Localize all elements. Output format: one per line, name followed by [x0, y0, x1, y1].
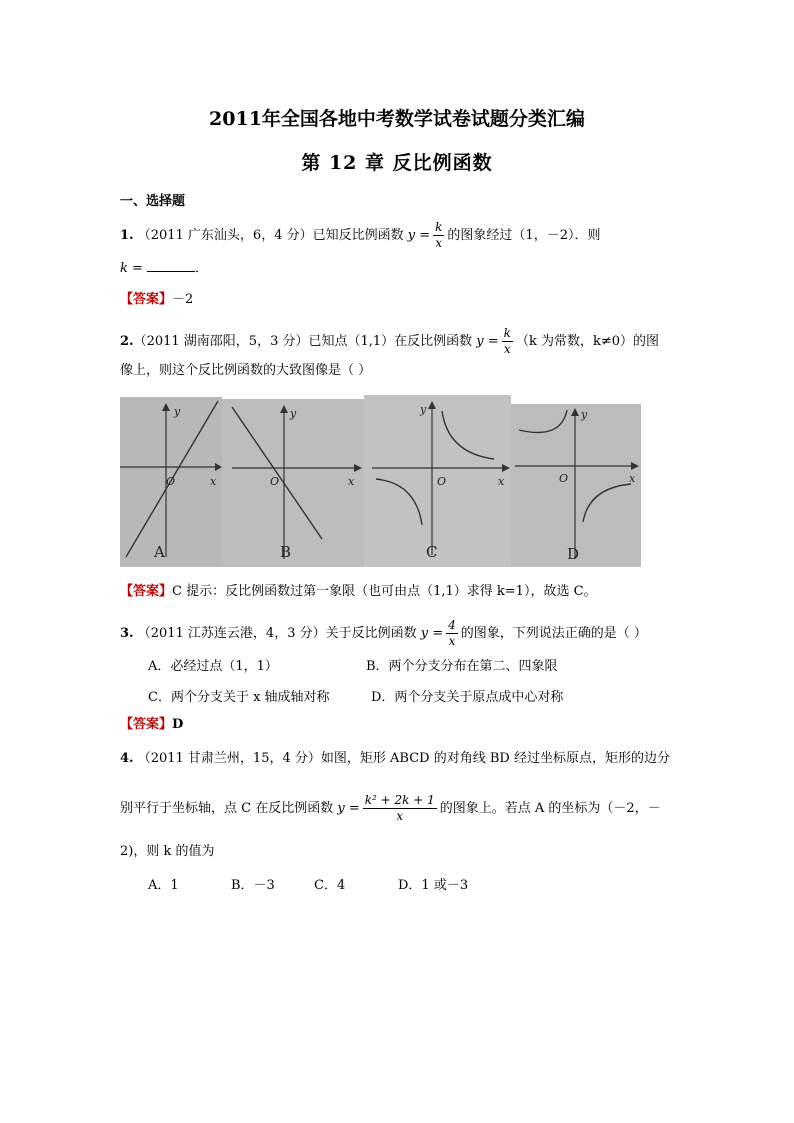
graph-c[interactable] — [364, 395, 511, 567]
question-4-text-a: 别平行于坐标轴，点 C 在反比例函数 — [120, 801, 334, 816]
answer-text: D — [172, 717, 184, 732]
question-3-text-b: 的图象，下列说法正确的是（ ） — [460, 626, 647, 641]
question-3-answer — [120, 716, 183, 734]
question-4-func-lhs: y = — [337, 801, 360, 816]
question-1-line-2 — [120, 259, 208, 278]
document-title: 2011年全国各地中考数学试卷试题分类汇编 — [209, 108, 585, 130]
question-1-line-end: ． — [195, 261, 209, 276]
answer-tag: 【答案】 — [120, 292, 173, 307]
question-3-option-c[interactable]: C．两个分支关于 x 轴成轴对称 — [148, 690, 330, 705]
answer-text: C 提示：反比例函数过第一象限（也可由点（1,1）求得 k=1），故选 C。 — [172, 584, 597, 599]
chapter-title: 第 12 章 反比例函数 — [301, 152, 493, 174]
graph-letter: B — [280, 543, 292, 561]
origin-label: O — [559, 472, 569, 485]
question-3-text-a: （2011 江苏连云港，4，3 分）关于反比例函数 — [137, 626, 417, 641]
question-4-option-d[interactable]: D．1 或－3 — [398, 878, 469, 893]
question-2-text-a: （2011 湖南邵阳，5，3 分）已知点（1,1）在反比例函数 — [133, 334, 473, 349]
question-1-answer — [120, 291, 193, 309]
question-1-number: 1. — [120, 228, 134, 243]
graph-a[interactable] — [120, 397, 222, 567]
question-4-text-b: 的图象上。若点 A 的坐标为（－2，－ — [439, 801, 661, 816]
question-3-func-lhs: y = — [420, 626, 444, 641]
question-4-fraction — [363, 793, 437, 824]
question-1-func-lhs: y = — [407, 228, 431, 243]
graph-b[interactable] — [222, 399, 364, 567]
x-axis-label: x — [629, 472, 636, 485]
y-axis-label: y — [290, 407, 297, 420]
question-2-line-1 — [120, 326, 659, 357]
question-1-line-1 — [120, 220, 600, 251]
graph-a-svg — [120, 397, 222, 567]
question-3-number: 3. — [120, 626, 134, 641]
question-4-option-a[interactable]: A．1 — [148, 878, 179, 893]
graph-letter: C — [426, 543, 438, 561]
origin-label: O — [437, 475, 447, 488]
fraction-numerator: k — [503, 326, 511, 340]
origin-label: O — [270, 475, 280, 488]
question-2-number: 2. — [120, 334, 134, 349]
question-1-text-a: （2011 广东汕头，6，4 分）已知反比例函数 — [137, 228, 404, 243]
question-3-fraction — [446, 618, 458, 649]
y-axis-label: y — [420, 403, 427, 416]
question-2-fraction — [502, 326, 513, 357]
fraction-numerator: k — [435, 220, 443, 234]
answer-text: －2 — [172, 292, 194, 307]
fraction-denominator: x — [396, 809, 404, 823]
fraction-denominator: x — [503, 342, 511, 356]
question-4-option-b[interactable]: B．－3 — [231, 878, 275, 893]
graph-letter: D — [567, 545, 580, 563]
x-axis-label: x — [348, 475, 355, 488]
origin-label: O — [166, 475, 176, 488]
y-axis-label: y — [174, 405, 181, 418]
question-4-line-2 — [120, 793, 661, 824]
question-2-func-lhs: y = — [476, 334, 499, 349]
graph-d[interactable] — [511, 404, 641, 567]
y-axis-label: y — [581, 408, 588, 421]
graph-b-svg — [222, 399, 364, 567]
question-4-number: 4. — [120, 751, 134, 766]
question-4-line-1 — [120, 750, 670, 768]
question-4-line-3: 2)，则 k 的值为 — [120, 844, 215, 859]
x-axis-label: x — [210, 475, 217, 488]
x-axis-label: x — [498, 475, 505, 488]
section-heading: 一、选择题 — [120, 194, 186, 209]
answer-tag: 【答案】 — [120, 584, 173, 599]
fraction-numerator: 4 — [448, 618, 456, 632]
question-2-line-2: 像上，则这个反比例函数的大致图像是（ ） — [120, 363, 372, 378]
answer-tag: 【答案】 — [120, 717, 173, 732]
graph-letter: A — [154, 543, 165, 561]
question-1-text-b: 的图象经过（1，－2）．则 — [447, 228, 601, 243]
answer-blank[interactable] — [147, 259, 195, 272]
question-4-text-1: （2011 甘肃兰州，15，4 分）如图，矩形 ABCD 的对角线 BD 经过坐标原点，矩形的边分 — [137, 751, 670, 766]
graph-c-svg — [364, 395, 511, 567]
question-3-option-d[interactable]: D．两个分支关于原点成中心对称 — [371, 690, 564, 705]
graph-d-svg — [511, 404, 641, 567]
question-3-option-a[interactable]: A．必经过点（1，1） — [148, 659, 278, 674]
fraction-numerator: k² + 2k + 1 — [364, 793, 435, 807]
question-2-answer — [120, 583, 597, 601]
question-1-k: k = — [120, 261, 143, 276]
question-1-fraction — [433, 220, 444, 251]
question-2-text-b: （k 为常数，k≠0）的图 — [515, 334, 660, 349]
fraction-denominator: x — [448, 634, 456, 648]
question-3-line-1 — [120, 618, 647, 649]
question-4-option-c[interactable]: C．4 — [314, 878, 346, 893]
question-3-option-b[interactable]: B．两个分支分布在第二、四象限 — [366, 659, 558, 674]
fraction-denominator: x — [435, 236, 443, 250]
